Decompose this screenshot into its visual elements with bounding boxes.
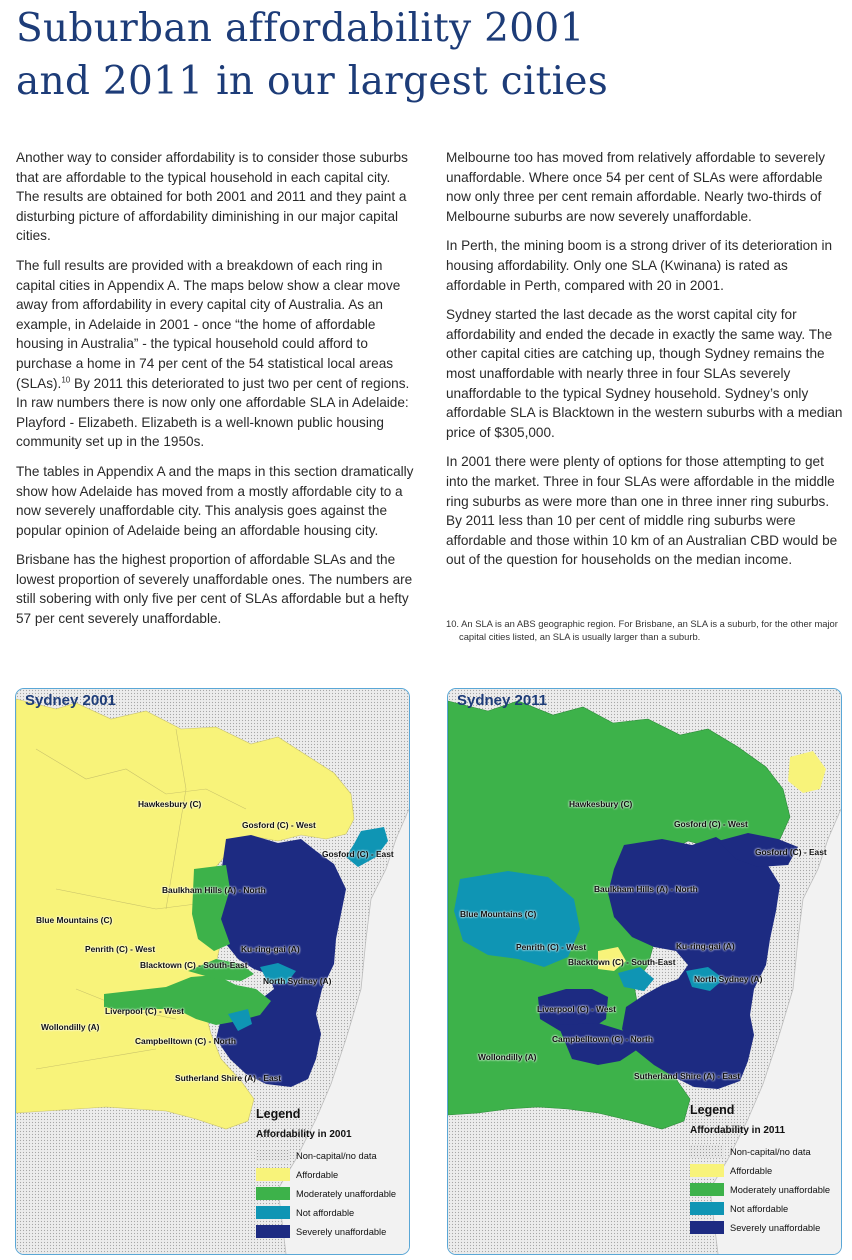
legend-label: Moderately unaffordable xyxy=(296,1188,397,1199)
sydney-2011-map xyxy=(447,688,842,1255)
footnote xyxy=(446,617,846,643)
legend-subtitle: Affordability in 2011 xyxy=(690,1125,786,1136)
map-label-blue-mountains: Blue Mountains (C) xyxy=(460,909,537,919)
paragraph: Another way to consider affordability is to consider those suburbs that are affordable to the typical household in each capital city. The results are obtained for both 2001 and 2011 and they paint a disturbing picture of affordability diminishing in our major capital cities. xyxy=(16,150,408,244)
map-label-baulkham-hills-north: Baulkham Hills (A) - North xyxy=(594,884,698,894)
legend-subtitle: Affordability in 2001 xyxy=(256,1129,352,1140)
map-legend xyxy=(256,1107,396,1241)
legend-swatch-moderately xyxy=(256,1187,290,1200)
map-label-gosford-west: Gosford (C) - West xyxy=(674,819,748,829)
map-label-wollondilly: Wollondilly (A) xyxy=(41,1022,100,1032)
legend-swatch-moderately xyxy=(690,1183,724,1196)
map-label-sutherland-shire-east: Sutherland Shire (A) - East xyxy=(634,1071,741,1081)
legend-label: Severely unaffordable xyxy=(296,1226,387,1237)
legend-item xyxy=(256,1184,396,1203)
footnote-reference: 10 xyxy=(61,375,71,384)
map-label-wollondilly: Wollondilly (A) xyxy=(478,1052,537,1062)
paragraph: Melbourne too has moved from relatively affordable to severely unaffordable. Where once 54 per cent of SLAs were affordable now only three per cent remain affordable. Nearly two-thirds of Melbourne suburbs are now severely unaffordable. xyxy=(446,150,826,224)
map-label-blacktown-south-east: Blacktown (C) - South-East xyxy=(140,960,248,970)
map-label-north-sydney: North Sydney (A) xyxy=(694,974,763,984)
legend-label: Non-capital/no data xyxy=(296,1150,377,1161)
paragraph: In 2001 there were plenty of options for those attempting to get into the market. Three in four SLAs were affordable in the middle ring suburbs as were more than one in three inner ring suburbs. By 2011 less than 10 per cent of middle ring suburbs were affordable and those within 10 km of an Australian CBD would be out of the question for households on the median income. xyxy=(446,454,838,568)
map-label-penrith-west: Penrith (C) - West xyxy=(85,944,156,954)
legend-label: Moderately unaffordable xyxy=(730,1184,831,1195)
legend-swatch-noncapital xyxy=(256,1149,290,1162)
map-label-campbelltown-north: Campbelltown (C) - North xyxy=(135,1036,236,1046)
map-label-sutherland-shire-east: Sutherland Shire (A) - East xyxy=(175,1073,282,1083)
legend-swatch-severely xyxy=(256,1225,290,1238)
right-column xyxy=(446,148,846,580)
map-label-hawkesbury: Hawkesbury (C) xyxy=(569,799,633,809)
map-label-hawkesbury: Hawkesbury (C) xyxy=(138,799,202,809)
map-label-campbelltown-north: Campbelltown (C) - North xyxy=(552,1034,653,1044)
map-label-gosford-west: Gosford (C) - West xyxy=(242,820,316,830)
map-label-north-sydney: North Sydney (A) xyxy=(263,976,332,986)
legend-item xyxy=(256,1222,396,1241)
legend-label: Affordable xyxy=(730,1165,773,1176)
map-title: Sydney 2001 xyxy=(25,692,116,709)
legend-swatch-not-affordable xyxy=(690,1202,724,1215)
paragraph: The tables in Appendix A and the maps in this section dramatically show how Adelaide has moved from a mostly affordable city to a now severely unaffordable city. This analysis goes against the popular opinion of Adelaide being an affordable housing city. xyxy=(16,463,414,538)
legend-title: Legend xyxy=(690,1103,735,1117)
footnote-text: 10. An SLA is an ABS geographic region. For Brisbane, an SLA is a suburb, for the other major capital cities listed, an SLA is usually larger than a suburb. xyxy=(446,618,838,642)
page-title-line-1: Suburban affordability 2001 xyxy=(16,6,585,51)
legend-title: Legend xyxy=(256,1107,301,1121)
legend-label: Not affordable xyxy=(296,1207,355,1218)
map-label-gosford-east: Gosford (C) - East xyxy=(322,849,394,859)
paragraph-text: By 2011 this deteriorated to just two per cent of regions. In raw numbers there is now only one affordable SLA in Adelaide: Playford - Elizabeth. Elizabeth is a well-known public housing community set up in the 1950s. xyxy=(16,375,410,450)
legend-swatch-affordable xyxy=(256,1168,290,1181)
legend-item xyxy=(690,1180,830,1199)
paragraph-text: The full results are provided with a breakdown of each ring in capital cities in Appendix A. The maps below show a clear move away from affordability in every capital city of Australia. As an example, in Adelaide in 2001 - once “the home of affordable housing in Australia” - the typical household could afford to purchase a home in 74 per cent of the 54 statistical local areas (SLAs). xyxy=(16,257,401,391)
legend-item xyxy=(256,1146,396,1165)
map-label-blue-mountains: Blue Mountains (C) xyxy=(36,915,113,925)
page-title-line-2: and 2011 in our largest cities xyxy=(16,59,609,104)
legend-swatch-not-affordable xyxy=(256,1206,290,1219)
legend-swatch-affordable xyxy=(690,1164,724,1177)
paragraph: Sydney started the last decade as the worst capital city for affordability and ended the decade in exactly the same way. The other capital cities are catching up, though Sydney remains the most unaffordable with nearly three in four SLAs severely unaffordable to the typical Sydney household. Sydney’s only affordable SLA is Blacktown in the western suburbs with a median price of $305,000. xyxy=(446,307,843,440)
legend-item xyxy=(690,1142,830,1161)
page-title xyxy=(16,2,608,108)
legend-label: Non-capital/no data xyxy=(730,1146,811,1157)
map-label-ku-ring-gai: Ku-ring-gai (A) xyxy=(241,944,300,954)
legend-item xyxy=(690,1161,830,1180)
map-label-ku-ring-gai: Ku-ring-gai (A) xyxy=(676,941,735,951)
legend-item xyxy=(690,1218,830,1237)
map-label-blacktown-south-east: Blacktown (C) - South-East xyxy=(568,957,676,967)
map-label-gosford-east: Gosford (C) - East xyxy=(755,847,827,857)
legend-swatch-severely xyxy=(690,1221,724,1234)
legend-label: Severely unaffordable xyxy=(730,1222,821,1233)
legend-item xyxy=(256,1203,396,1222)
legend-label: Not affordable xyxy=(730,1203,789,1214)
map-label-liverpool-west: Liverpool (C) - West xyxy=(537,1004,616,1014)
map-label-penrith-west: Penrith (C) - West xyxy=(516,942,587,952)
map-legend xyxy=(690,1103,830,1237)
sydney-2001-map xyxy=(15,688,410,1255)
paragraph xyxy=(16,256,414,452)
map-title: Sydney 2011 xyxy=(457,692,548,709)
paragraph: In Perth, the mining boom is a strong driver of its deterioration in housing affordability. Only one SLA (Kwinana) is rated as affordable in Perth, compared with 20 in 2001. xyxy=(446,238,833,293)
left-column xyxy=(16,148,414,639)
legend-item xyxy=(256,1165,396,1184)
legend-swatch-noncapital xyxy=(690,1145,724,1158)
legend-label: Affordable xyxy=(296,1169,339,1180)
paragraph: Brisbane has the highest proportion of affordable SLAs and the lowest proportion of severely unaffordable ones. The numbers are still sobering with only five per cent of SLAs affordable but a hefty 57 per cent severely unaffordable. xyxy=(16,552,413,627)
legend-item xyxy=(690,1199,830,1218)
map-label-baulkham-hills-north: Baulkham Hills (A) - North xyxy=(162,885,266,895)
map-label-liverpool-west: Liverpool (C) - West xyxy=(105,1006,184,1016)
